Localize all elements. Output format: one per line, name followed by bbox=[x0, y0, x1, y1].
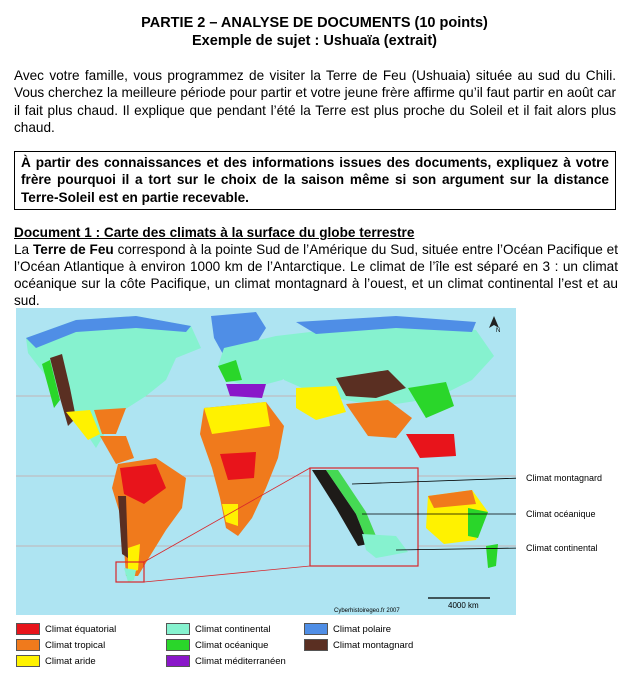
legend-item bbox=[16, 622, 116, 636]
legend bbox=[16, 620, 466, 670]
legend-label: Climat méditerranéen bbox=[195, 655, 286, 667]
legend-label: Climat polaire bbox=[333, 623, 392, 635]
legend-label: Climat tropical bbox=[45, 639, 106, 651]
legend-swatch bbox=[304, 639, 328, 651]
legend-item bbox=[166, 622, 271, 636]
intro-paragraph: Avec votre famille, vous programmez de visiter la Terre de Feu (Ushuaia) située au sud du Chili. Vous cherchez la meilleure période pour partir et votre jeune frère affirme qu’il faut partir en août car il fait plus chaud. Il explique que pendant l’été la Terre est plus proche du Soleil et il fait alors plus chaud. bbox=[14, 68, 616, 136]
callout-continental: Climat continental bbox=[526, 543, 598, 553]
north-label: N bbox=[496, 328, 501, 334]
legend-item bbox=[304, 638, 413, 652]
legend-label: Climat aride bbox=[45, 655, 96, 667]
map-credit: Cyberhistoiregeo.fr 2007 bbox=[334, 608, 400, 614]
document-title: Document 1 : Carte des climats à la surface du globe terrestre bbox=[14, 225, 415, 240]
legend-swatch bbox=[166, 655, 190, 667]
document-text-lead: La bbox=[14, 242, 33, 257]
scale-label: 4000 km bbox=[448, 601, 479, 610]
legend-item bbox=[16, 638, 105, 652]
legend-item bbox=[304, 622, 391, 636]
legend-swatch bbox=[16, 623, 40, 635]
legend-swatch bbox=[166, 623, 190, 635]
climate-map bbox=[16, 308, 516, 615]
legend-label: Climat équatorial bbox=[45, 623, 117, 635]
legend-label: Climat continental bbox=[195, 623, 271, 635]
legend-label: Climat montagnard bbox=[333, 639, 414, 651]
legend-item bbox=[16, 654, 96, 668]
document-text-bold: Terre de Feu bbox=[32, 242, 114, 257]
callout-montagnard: Climat montagnard bbox=[526, 473, 603, 483]
task-box: À partir des connaissances et des informations issues des documents, expliquez à votre frère pourquoi il a tort sur le choix de la saison même si son argument sur la distance Terre-Soleil est en partie recevable. bbox=[14, 151, 616, 210]
document-text bbox=[14, 241, 618, 309]
legend-item bbox=[166, 654, 286, 668]
legend-swatch bbox=[16, 655, 40, 667]
callout-oceanique: Climat océanique bbox=[526, 509, 596, 519]
legend-label: Climat océanique bbox=[195, 639, 269, 651]
page-title: PARTIE 2 – ANALYSE DE DOCUMENTS (10 points) bbox=[141, 15, 488, 31]
mediterranean bbox=[226, 384, 266, 398]
legend-swatch bbox=[304, 623, 328, 635]
page-subtitle: Exemple de sujet : Ushuaïa (extrait) bbox=[192, 33, 437, 49]
climate-map-svg bbox=[16, 308, 516, 615]
legend-item bbox=[166, 638, 268, 652]
legend-swatch bbox=[166, 639, 190, 651]
legend-swatch bbox=[16, 639, 40, 651]
document-text-rest: correspond à la pointe Sud de l’Amérique du Sud, située entre l’Océan Pacifique et l’Océan Atlantique à environ 1000 km de l’Antarctique. Le climat de l’île est séparé en 3 : un climat océanique sur la côte Pacifique, un climat montagnard à l’ouest, et un climat continental l’est et au sud. bbox=[14, 242, 619, 308]
